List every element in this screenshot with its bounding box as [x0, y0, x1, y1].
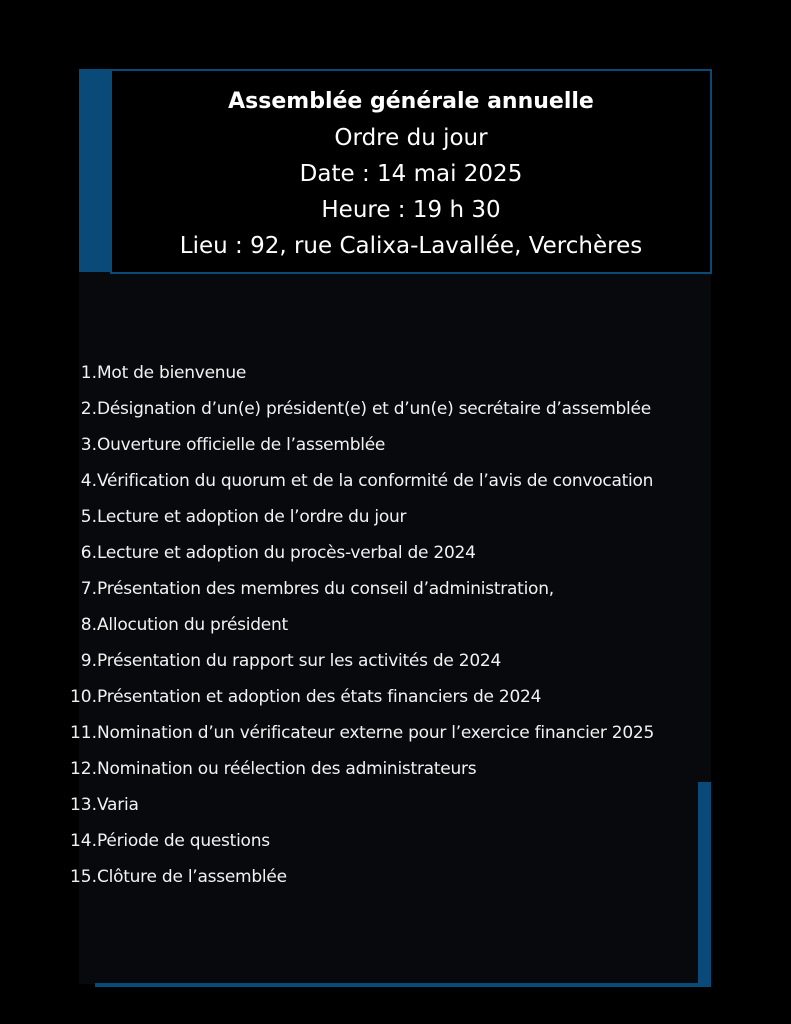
agenda-item-number: 5.: [80, 507, 97, 527]
agenda-item-text: Nomination d’un vérificateur externe pour l’exercice financier 2025: [97, 723, 655, 743]
agenda-item: [58, 823, 738, 859]
document-title: Assemblée générale annuelle: [228, 89, 594, 114]
agenda-item-text: Présentation et adoption des états financiers de 2024: [97, 687, 542, 707]
agenda-item-text: Présentation du rapport sur les activités de 2024: [97, 651, 502, 671]
agenda-item-number: 3.: [80, 435, 97, 455]
agenda-item: [58, 571, 738, 607]
agenda-item-number: 9.: [80, 651, 97, 671]
agenda-item-number: 2.: [80, 399, 97, 419]
header-box: [110, 69, 712, 274]
agenda-item-text: Présentation des membres du conseil d’administration,: [97, 579, 554, 599]
agenda-item: [58, 427, 738, 463]
accent-bar-left: [79, 69, 110, 272]
agenda-item-number: 14.: [69, 831, 97, 851]
agenda-item-number: 7.: [80, 579, 97, 599]
agenda-item: [58, 499, 738, 535]
agenda-item-text: Période de questions: [97, 831, 270, 851]
accent-bar-bottom: [95, 983, 711, 987]
agenda-item-number: 6.: [80, 543, 97, 563]
agenda-item-number: 4.: [80, 471, 97, 491]
agenda-item: [58, 751, 738, 787]
agenda-item-text: Varia: [97, 795, 139, 815]
meeting-place: Lieu : 92, rue Calixa-Lavallée, Verchères: [179, 233, 643, 259]
agenda-item: [58, 679, 738, 715]
agenda-item-text: Désignation d’un(e) président(e) et d’un(e) secrétaire d’assemblée: [97, 399, 651, 419]
agenda-item-text: Mot de bienvenue: [97, 363, 247, 383]
agenda-item: [58, 643, 738, 679]
agenda-item: [58, 859, 738, 895]
agenda-item-text: Clôture de l’assemblée: [97, 867, 287, 887]
agenda-item-number: 15.: [69, 867, 97, 887]
meeting-time: Heure : 19 h 30: [321, 197, 501, 223]
agenda-list: [58, 355, 738, 895]
agenda-item-number: 12.: [69, 759, 97, 779]
agenda-item: [58, 355, 738, 391]
document-subtitle: Ordre du jour: [334, 125, 488, 151]
agenda-item: [58, 463, 738, 499]
agenda-item-text: Vérification du quorum et de la conformité de l’avis de convocation: [97, 471, 654, 491]
agenda-item-number: 13.: [69, 795, 97, 815]
agenda-item-text: Ouverture officielle de l’assemblée: [97, 435, 386, 455]
agenda-item: [58, 715, 738, 751]
agenda-item-text: Lecture et adoption du procès-verbal de 2024: [97, 543, 476, 563]
agenda-item-text: Nomination ou réélection des administrateurs: [97, 759, 477, 779]
agenda-item-text: Allocution du président: [97, 615, 288, 635]
agenda-item-text: Lecture et adoption de l’ordre du jour: [97, 507, 407, 527]
agenda-item: [58, 535, 738, 571]
agenda-item: [58, 391, 738, 427]
agenda-item-number: 11.: [69, 723, 97, 743]
agenda-item-number: 10.: [69, 687, 97, 707]
agenda-item-number: 8.: [80, 615, 97, 635]
agenda-item: [58, 607, 738, 643]
meeting-date: Date : 14 mai 2025: [299, 161, 523, 187]
agenda-item: [58, 787, 738, 823]
agenda-item-number: 1.: [80, 363, 97, 383]
